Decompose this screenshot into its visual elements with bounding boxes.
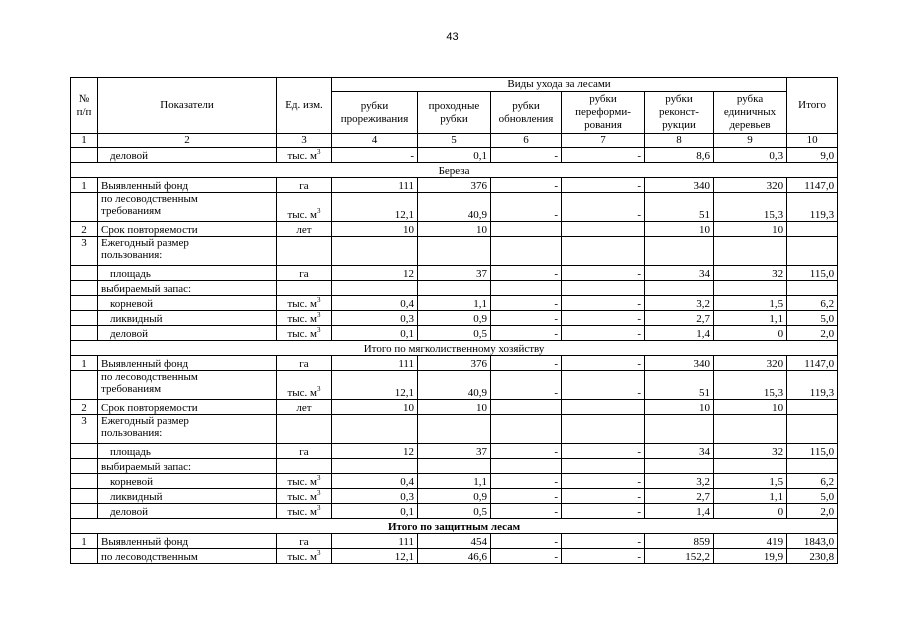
- row-number: 2: [71, 222, 98, 237]
- table-row: [71, 222, 838, 237]
- value-cell: -: [562, 549, 645, 564]
- table-row: [71, 281, 838, 296]
- table-row: [71, 489, 838, 504]
- value-cell: [645, 459, 714, 474]
- value-cell: -: [491, 444, 562, 459]
- value-cell: 5,0: [787, 489, 838, 504]
- value-cell: 0,3: [332, 311, 418, 326]
- table-row: [71, 371, 838, 400]
- value-cell: 376: [418, 356, 491, 371]
- table-row: [71, 534, 838, 549]
- value-cell: -: [562, 326, 645, 341]
- value-cell: 376: [418, 178, 491, 193]
- section-row: [71, 341, 838, 356]
- value-cell: -: [491, 193, 562, 222]
- value-cell: [562, 222, 645, 237]
- value-cell: [332, 415, 418, 444]
- value-cell: 115,0: [787, 266, 838, 281]
- table-body: [71, 148, 838, 564]
- header-col-unit: Ед. изм.: [277, 78, 332, 134]
- value-cell: 40,9: [418, 193, 491, 222]
- value-cell: 152,2: [645, 549, 714, 564]
- row-indicator: [98, 237, 277, 266]
- header-type-2: проходные рубки: [418, 92, 491, 134]
- column-number: 8: [645, 134, 714, 148]
- value-cell: 10: [714, 400, 787, 415]
- value-cell: 0,1: [332, 504, 418, 519]
- row-number: [71, 549, 98, 564]
- row-indicator: деловой: [98, 326, 277, 341]
- table-row: [71, 148, 838, 163]
- value-cell: -: [562, 356, 645, 371]
- row-indicator: Выявленный фонд: [98, 178, 277, 193]
- row-indicator-line: пользования:: [101, 427, 163, 439]
- value-cell: [562, 281, 645, 296]
- table-row: [71, 237, 838, 266]
- value-cell: [491, 222, 562, 237]
- value-cell: [418, 281, 491, 296]
- header-col-no: № п/п: [71, 78, 98, 134]
- column-number: 2: [98, 134, 277, 148]
- value-cell: -: [491, 371, 562, 400]
- value-cell: 0,5: [418, 326, 491, 341]
- row-indicator: деловой: [98, 148, 277, 163]
- value-cell: [418, 237, 491, 266]
- row-indicator: [98, 415, 277, 444]
- value-cell: -: [562, 504, 645, 519]
- unit-cell: га: [277, 356, 332, 371]
- value-cell: [418, 415, 491, 444]
- value-cell: -: [562, 371, 645, 400]
- value-cell: -: [332, 148, 418, 163]
- row-indicator: ликвидный: [98, 311, 277, 326]
- table-row: [71, 444, 838, 459]
- value-cell: -: [491, 148, 562, 163]
- header-group-title: Виды ухода за лесами: [332, 78, 787, 92]
- value-cell: 10: [645, 400, 714, 415]
- row-indicator: выбираемый запас:: [98, 459, 277, 474]
- row-indicator: ликвидный: [98, 489, 277, 504]
- value-cell: -: [491, 504, 562, 519]
- row-indicator-line: Ежегодный размер: [101, 237, 189, 249]
- value-cell: 1,1: [418, 474, 491, 489]
- table-row: [71, 504, 838, 519]
- value-cell: -: [491, 296, 562, 311]
- value-cell: 1,5: [714, 474, 787, 489]
- value-cell: 0: [714, 326, 787, 341]
- table-row: [71, 415, 838, 444]
- value-cell: 454: [418, 534, 491, 549]
- value-cell: 320: [714, 178, 787, 193]
- value-cell: 1,1: [714, 311, 787, 326]
- row-indicator: площадь: [98, 444, 277, 459]
- value-cell: 119,3: [787, 193, 838, 222]
- value-cell: 0,4: [332, 474, 418, 489]
- row-number: 1: [71, 534, 98, 549]
- unit-cell: тыс. $м^3$: [277, 311, 332, 326]
- value-cell: 1,4: [645, 326, 714, 341]
- value-cell: [714, 415, 787, 444]
- value-cell: 15,3: [714, 193, 787, 222]
- unit-cell: тыс. $м^3$: [277, 504, 332, 519]
- row-number: 3: [71, 415, 98, 444]
- table-row: [71, 178, 838, 193]
- row-number: [71, 296, 98, 311]
- value-cell: 0,9: [418, 311, 491, 326]
- value-cell: 6,2: [787, 296, 838, 311]
- row-indicator: по лесоводственным: [98, 549, 277, 564]
- row-indicator: деловой: [98, 504, 277, 519]
- value-cell: -: [562, 489, 645, 504]
- row-indicator: [98, 371, 277, 400]
- value-cell: -: [562, 534, 645, 549]
- row-indicator-line: пользования:: [101, 249, 163, 261]
- value-cell: 0,1: [418, 148, 491, 163]
- unit-cell: тыс. $м^3$: [277, 326, 332, 341]
- value-cell: -: [491, 178, 562, 193]
- value-cell: 19,9: [714, 549, 787, 564]
- header-col-total: Итого: [787, 78, 838, 134]
- value-cell: [332, 281, 418, 296]
- value-cell: -: [491, 356, 562, 371]
- value-cell: 12,1: [332, 549, 418, 564]
- unit-cell: тыс. $м^3$: [277, 489, 332, 504]
- value-cell: [332, 237, 418, 266]
- value-cell: 320: [714, 356, 787, 371]
- value-cell: 111: [332, 534, 418, 549]
- value-cell: -: [562, 474, 645, 489]
- value-cell: 115,0: [787, 444, 838, 459]
- value-cell: [491, 415, 562, 444]
- table-row: [71, 400, 838, 415]
- value-cell: 51: [645, 371, 714, 400]
- value-cell: 37: [418, 444, 491, 459]
- report-table: [70, 77, 838, 564]
- value-cell: 12,1: [332, 371, 418, 400]
- value-cell: -: [562, 178, 645, 193]
- value-cell: 2,7: [645, 311, 714, 326]
- section-title: Итого по мягколиственному хозяйству: [71, 341, 838, 356]
- row-number: [71, 193, 98, 222]
- row-number: [71, 311, 98, 326]
- row-indicator: Выявленный фонд: [98, 356, 277, 371]
- value-cell: 230,8: [787, 549, 838, 564]
- value-cell: -: [491, 266, 562, 281]
- column-number: 3: [277, 134, 332, 148]
- value-cell: 1,1: [714, 489, 787, 504]
- value-cell: 32: [714, 444, 787, 459]
- value-cell: [491, 237, 562, 266]
- section-title: Итого по защитным лесам: [71, 519, 838, 534]
- value-cell: 1147,0: [787, 356, 838, 371]
- value-cell: -: [491, 489, 562, 504]
- value-cell: 119,3: [787, 371, 838, 400]
- header-type-4: рубки переформи-рования: [562, 92, 645, 134]
- value-cell: [491, 400, 562, 415]
- value-cell: 0,4: [332, 296, 418, 311]
- unit-cell: тыс. $м^3$: [277, 474, 332, 489]
- value-cell: [714, 459, 787, 474]
- unit-cell: га: [277, 266, 332, 281]
- value-cell: [491, 281, 562, 296]
- row-number: [71, 148, 98, 163]
- column-number: 5: [418, 134, 491, 148]
- unit-cell: лет: [277, 400, 332, 415]
- value-cell: 12: [332, 266, 418, 281]
- column-number: 1: [71, 134, 98, 148]
- header-col-indicators: Показатели: [98, 78, 277, 134]
- value-cell: -: [562, 296, 645, 311]
- value-cell: -: [491, 311, 562, 326]
- value-cell: 1147,0: [787, 178, 838, 193]
- row-indicator: площадь: [98, 266, 277, 281]
- value-cell: [787, 281, 838, 296]
- header-type-6: рубка единичных деревьев: [714, 92, 787, 134]
- value-cell: 5,0: [787, 311, 838, 326]
- value-cell: 10: [418, 400, 491, 415]
- value-cell: 9,0: [787, 148, 838, 163]
- column-number: 10: [787, 134, 838, 148]
- table-row: [71, 311, 838, 326]
- value-cell: 0: [714, 504, 787, 519]
- value-cell: -: [491, 534, 562, 549]
- value-cell: 34: [645, 444, 714, 459]
- value-cell: 2,0: [787, 326, 838, 341]
- value-cell: 40,9: [418, 371, 491, 400]
- value-cell: 340: [645, 356, 714, 371]
- table-row: [71, 549, 838, 564]
- row-number: [71, 371, 98, 400]
- value-cell: [787, 237, 838, 266]
- value-cell: [645, 415, 714, 444]
- value-cell: [787, 400, 838, 415]
- value-cell: [714, 237, 787, 266]
- value-cell: 3,2: [645, 296, 714, 311]
- value-cell: -: [491, 474, 562, 489]
- value-cell: 10: [332, 400, 418, 415]
- value-cell: 0,1: [332, 326, 418, 341]
- value-cell: [277, 281, 332, 296]
- value-cell: -: [562, 193, 645, 222]
- value-cell: 3,2: [645, 474, 714, 489]
- row-number: [71, 326, 98, 341]
- value-cell: 15,3: [714, 371, 787, 400]
- unit-cell: тыс. $м^3$: [277, 148, 332, 163]
- value-cell: [787, 222, 838, 237]
- row-number: [71, 444, 98, 459]
- value-cell: 37: [418, 266, 491, 281]
- value-cell: [714, 281, 787, 296]
- table-header: [71, 78, 838, 148]
- value-cell: 8,6: [645, 148, 714, 163]
- row-indicator: Срок повторяемости: [98, 400, 277, 415]
- table-row: [71, 459, 838, 474]
- row-indicator-line: требованиям: [101, 383, 162, 395]
- unit-cell: га: [277, 534, 332, 549]
- value-cell: 859: [645, 534, 714, 549]
- value-cell: 1,5: [714, 296, 787, 311]
- row-number: [71, 281, 98, 296]
- value-cell: [645, 281, 714, 296]
- value-cell: 2,7: [645, 489, 714, 504]
- row-indicator: корневой: [98, 296, 277, 311]
- value-cell: 12,1: [332, 193, 418, 222]
- value-cell: 51: [645, 193, 714, 222]
- table-row: [71, 356, 838, 371]
- value-cell: 12: [332, 444, 418, 459]
- row-indicator: [98, 193, 277, 222]
- row-number: [71, 459, 98, 474]
- row-indicator: Выявленный фонд: [98, 534, 277, 549]
- unit-cell: тыс. $м^3$: [277, 371, 332, 400]
- value-cell: [562, 459, 645, 474]
- value-cell: 1,4: [645, 504, 714, 519]
- value-cell: 1,1: [418, 296, 491, 311]
- value-cell: 111: [332, 178, 418, 193]
- value-cell: [277, 459, 332, 474]
- value-cell: 10: [332, 222, 418, 237]
- value-cell: -: [562, 444, 645, 459]
- section-row: [71, 163, 838, 178]
- column-number: 4: [332, 134, 418, 148]
- value-cell: [491, 459, 562, 474]
- row-indicator: Срок повторяемости: [98, 222, 277, 237]
- table-row: [71, 474, 838, 489]
- value-cell: 6,2: [787, 474, 838, 489]
- table-row: [71, 193, 838, 222]
- row-number: [71, 504, 98, 519]
- value-cell: 32: [714, 266, 787, 281]
- row-number: 1: [71, 178, 98, 193]
- value-cell: -: [562, 266, 645, 281]
- row-number: 3: [71, 237, 98, 266]
- header-type-1: рубки прореживания: [332, 92, 418, 134]
- unit-cell: тыс. $м^3$: [277, 549, 332, 564]
- unit-cell: га: [277, 444, 332, 459]
- value-cell: [332, 459, 418, 474]
- value-cell: [418, 459, 491, 474]
- section-row: [71, 519, 838, 534]
- row-indicator: корневой: [98, 474, 277, 489]
- value-cell: 0,3: [714, 148, 787, 163]
- value-cell: [787, 459, 838, 474]
- value-cell: 111: [332, 356, 418, 371]
- table-row: [71, 266, 838, 281]
- value-cell: 46,6: [418, 549, 491, 564]
- value-cell: 0,3: [332, 489, 418, 504]
- value-cell: [562, 400, 645, 415]
- column-number: 6: [491, 134, 562, 148]
- column-number: 7: [562, 134, 645, 148]
- column-number: 9: [714, 134, 787, 148]
- value-cell: 419: [714, 534, 787, 549]
- row-indicator-line: по лесоводственным: [101, 371, 198, 383]
- value-cell: [562, 237, 645, 266]
- value-cell: 34: [645, 266, 714, 281]
- table-row: [71, 326, 838, 341]
- value-cell: 10: [645, 222, 714, 237]
- row-indicator: выбираемый запас:: [98, 281, 277, 296]
- value-cell: 2,0: [787, 504, 838, 519]
- value-cell: 340: [645, 178, 714, 193]
- header-type-5: рубки реконст-рукции: [645, 92, 714, 134]
- unit-cell: тыс. $м^3$: [277, 296, 332, 311]
- row-number: [71, 489, 98, 504]
- value-cell: 1843,0: [787, 534, 838, 549]
- value-cell: [562, 415, 645, 444]
- value-cell: [277, 237, 332, 266]
- row-indicator-line: Ежегодный размер: [101, 415, 189, 427]
- row-indicator-line: по лесоводственным: [101, 193, 198, 205]
- value-cell: -: [491, 549, 562, 564]
- value-cell: -: [491, 326, 562, 341]
- value-cell: [787, 415, 838, 444]
- unit-cell: лет: [277, 222, 332, 237]
- page-number: 43: [446, 31, 459, 43]
- row-number: 1: [71, 356, 98, 371]
- value-cell: 0,9: [418, 489, 491, 504]
- section-title: Береза: [71, 163, 838, 178]
- value-cell: [645, 237, 714, 266]
- unit-cell: га: [277, 178, 332, 193]
- value-cell: 0,5: [418, 504, 491, 519]
- value-cell: 10: [418, 222, 491, 237]
- value-cell: -: [562, 148, 645, 163]
- row-number: 2: [71, 400, 98, 415]
- value-cell: 10: [714, 222, 787, 237]
- row-number: [71, 474, 98, 489]
- row-indicator-line: требованиям: [101, 205, 162, 217]
- table-row: [71, 296, 838, 311]
- header-type-3: рубки обновления: [491, 92, 562, 134]
- unit-cell: тыс. $м^3$: [277, 193, 332, 222]
- row-number: [71, 266, 98, 281]
- value-cell: -: [562, 311, 645, 326]
- value-cell: [277, 415, 332, 444]
